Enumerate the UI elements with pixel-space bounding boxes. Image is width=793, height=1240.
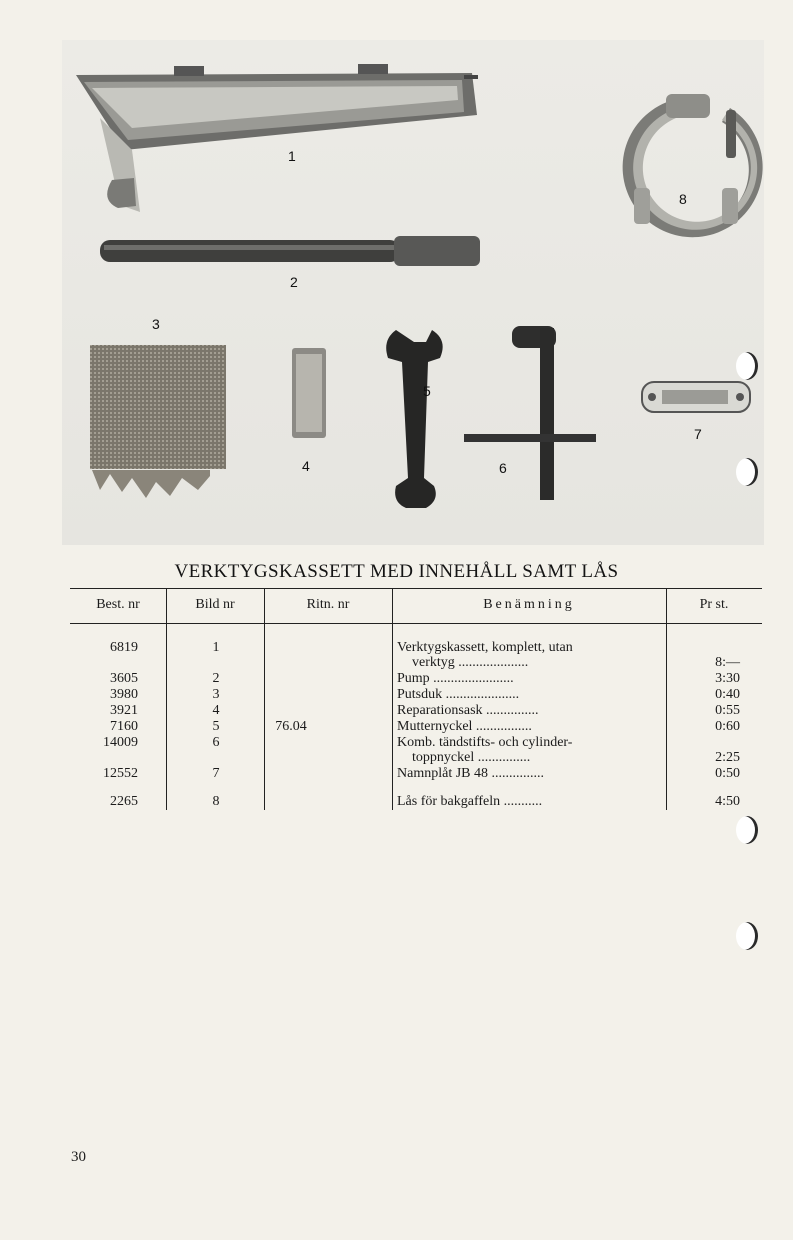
table-row-price: 0:55 (715, 703, 740, 718)
table-row-bild-nr: 8 (212, 794, 220, 809)
tools-illustration (62, 40, 764, 545)
table-row-bild-nr: 5 (212, 719, 220, 734)
spark-plug-wrench-image (464, 326, 596, 500)
column-header-best-nr: Best. nr (96, 597, 140, 612)
parts-table (70, 588, 762, 810)
column-divider (392, 588, 393, 810)
table-row-ritn-nr: 76.04 (275, 719, 307, 734)
table-row-best-nr: 3605 (110, 671, 138, 686)
photo-label-4: 4 (302, 458, 310, 474)
table-row-price: 8:— (715, 655, 740, 670)
photo-label-7: 7 (694, 426, 702, 442)
photo-label-8: 8 (679, 191, 687, 207)
column-header-bild-nr: Bild nr (195, 597, 235, 612)
spanner-image (386, 330, 442, 508)
table-row-best-nr: 3921 (110, 703, 138, 718)
pump-image (100, 236, 480, 266)
repair-box-image (292, 348, 326, 438)
table-row-bild-nr: 3 (212, 687, 220, 702)
table-row-price: 4:50 (715, 794, 740, 809)
table-row-bild-nr: 1 (212, 640, 220, 655)
table-row-benamning-cont: verktyg .................... (412, 655, 529, 670)
table-header-rule (70, 623, 762, 624)
table-row-benamning: Namnplåt JB 48 ............... (397, 766, 544, 781)
name-plate-image (642, 382, 750, 412)
table-row-benamning: Verktygskassett, komplett, utan (397, 640, 573, 655)
table-row-benamning: Putsduk ..................... (397, 687, 520, 702)
photo-label-6: 6 (499, 460, 507, 476)
photo-label-2: 2 (290, 274, 298, 290)
table-row-best-nr: 6819 (110, 640, 138, 655)
table-row-bild-nr: 4 (212, 703, 220, 718)
binder-hole (736, 458, 758, 486)
tool-cassette-image (76, 64, 478, 212)
column-divider (666, 588, 667, 810)
binder-hole (736, 352, 758, 380)
table-row-best-nr: 3980 (110, 687, 138, 702)
binder-hole (736, 922, 758, 950)
table-row-price: 0:40 (715, 687, 740, 702)
tools-photograph (62, 40, 764, 545)
table-row-price: 3:30 (715, 671, 740, 686)
table-top-rule (70, 588, 762, 589)
photo-label-1: 1 (288, 148, 296, 164)
table-row-benamning: Lås för bakgaffeln ........... (397, 794, 543, 809)
photo-label-3: 3 (152, 316, 160, 332)
column-divider (264, 588, 265, 810)
table-row-benamning: Reparationsask ............... (397, 703, 539, 718)
table-row-bild-nr: 2 (212, 671, 220, 686)
page-number: 30 (71, 1149, 86, 1165)
table-row-best-nr: 7160 (110, 719, 138, 734)
binder-hole (736, 816, 758, 844)
table-row-benamning: Komb. tändstifts- och cylinder- (397, 735, 573, 750)
table-row-price: 0:50 (715, 766, 740, 781)
column-header-pr-st: Pr st. (699, 597, 729, 612)
table-row-price: 2:25 (715, 750, 740, 765)
table-row-price: 0:60 (715, 719, 740, 734)
table-row-benamning-cont: toppnyckel ............... (412, 750, 531, 765)
table-row-bild-nr: 7 (212, 766, 220, 781)
column-header-benamning: Benämning (483, 597, 575, 612)
lock-image (623, 94, 763, 237)
column-header-ritn-nr: Ritn. nr (306, 597, 350, 612)
table-row-best-nr: 12552 (103, 766, 138, 781)
photo-label-5: 5 (423, 383, 431, 399)
table-row-benamning: Pump ....................... (397, 671, 514, 686)
table-row-best-nr: 2265 (110, 794, 138, 809)
table-row-bild-nr: 6 (212, 735, 220, 750)
section-heading: VERKTYGSKASSETT MED INNEHÅLL SAMT LÅS (174, 561, 619, 582)
table-row-benamning: Mutternyckel ................ (397, 719, 532, 734)
cleaning-cloth-image (82, 345, 226, 498)
column-divider (166, 588, 167, 810)
table-row-best-nr: 14009 (103, 735, 138, 750)
